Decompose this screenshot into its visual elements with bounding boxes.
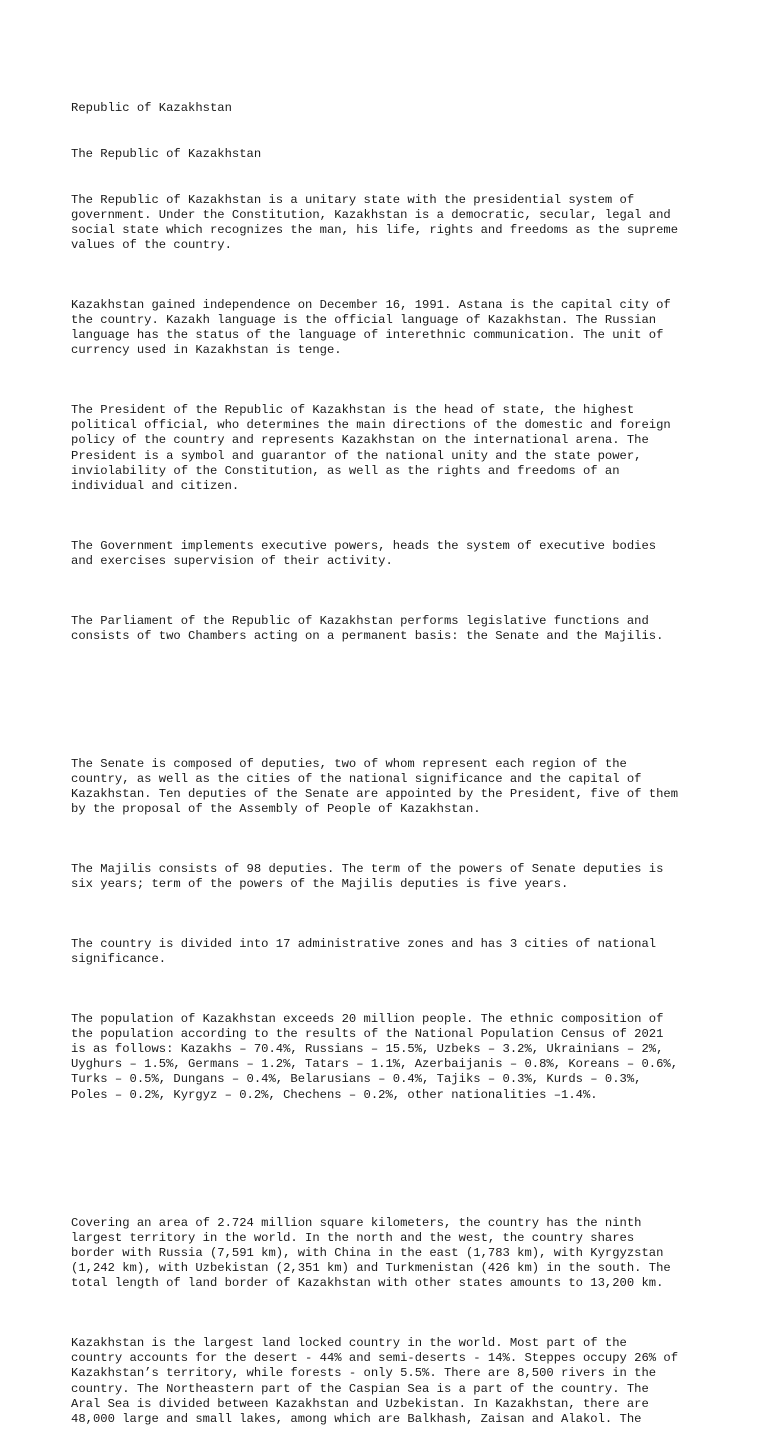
document-subtitle: The Republic of Kazakhstan xyxy=(71,147,262,162)
paragraph-geography: Kazakhstan is the largest land locked country in the world. Most part of the country accounts for the desert - 44% and semi-deserts - 14%. Steppes occupy 26% of Kazakhstan’s territory, while forests - only 5.5%. There are 8,500 rivers in the country. The Northeastern part of the Caspian Sea is a part of the country. The Aral Sea is divided between Kazakhstan and Uzbekistan. In Kazakhstan, there are 48,000 large and small lakes, among which are Balkhash, Zaisan and Alakol. The xyxy=(71,1336,679,1427)
paragraph-government: The Government implements executive powers, heads the system of executive bodies and exercises supervision of their activity. xyxy=(71,538,657,568)
paragraph-president: The President of the Republic of Kazakhstan is the head of state, the highest political official, who determines the main directions of the domestic and foreign policy of the country and represents Kazakhstan on the international arena. The President is a symbol and guarantor of the national unity and the state power, inviolability of the Constitution, as well as the rights and freedoms of an individual and citizen. xyxy=(71,403,671,494)
document-title: Republic of Kazakhstan xyxy=(71,101,232,116)
paragraph-administrative-division: The country is divided into 17 administrative zones and has 3 cities of national significance. xyxy=(71,936,657,966)
section-spacer xyxy=(71,688,711,726)
paragraph-territory: Covering an area of 2.724 million square kilometers, the country has the ninth largest territory in the world. In the north and the west, the country shares border with Russia (7,591 km), with China in the east (1,783 km), with Kyrgyzstan (1,242 km), with Uzbekistan (2,351 km) and Turkmenistan (426 km) in the south. The total length of land border of Kazakhstan with other states amounts to 13,200 km. xyxy=(71,1215,671,1291)
paragraph-senate: The Senate is composed of deputies, two of whom represent each region of the country, as well as the cities of the national significance and the capital of Kazakhstan. Ten deputies of the Senate are appointed by the President, five of them by the proposal of the Assembly of People of Kazakhstan. xyxy=(71,756,679,817)
document-page xyxy=(71,71,711,1456)
paragraph-government-system: The Republic of Kazakhstan is a unitary state with the presidential system of government. Under the Constitution, Kazakhstan is a democratic, secular, legal and social state which recognizes the man, his life, rights and freedoms as the supreme values of the country. xyxy=(71,192,679,253)
paragraph-population: The population of Kazakhstan exceeds 20 million people. The ethnic composition of the population according to the results of the National Population Census of 2021 is as follows: Kazakhs – 70.4%, Russians – 15.5%, Uzbeks – 3.2%, Ukrainians – 2%, Uyghurs – 1.5%, Germans – 1.2%, Tatars – 1.1%, Azerbaijanis – 0.8%, Koreans – 0.6%, Turks – 0.5%, Dungans – 0.4%, Belarusians – 0.4%, Tajiks – 0.3%, Kurds – 0.3%, Poles – 0.2%, Kyrgyz – 0.2%, Chechens – 0.2%, other nationalities –1.4%. xyxy=(71,1011,679,1102)
paragraph-majilis: The Majilis consists of 98 deputies. The term of the powers of Senate deputies is six years; term of the powers of the Majilis deputies is five years. xyxy=(71,861,664,892)
paragraph-independence: Kazakhstan gained independence on December 16, 1991. Astana is the capital city of the country. Kazakh language is the official language of Kazakhstan. The Russian language has the status of the language of interethnic communication. The unit of currency used in Kazakhstan is tenge. xyxy=(71,297,671,358)
section-spacer xyxy=(71,1147,711,1185)
paragraph-parliament: The Parliament of the Republic of Kazakhstan performs legislative functions and consists of two Chambers acting on a permanent basis: the Senate and the Majilis. xyxy=(71,613,664,643)
